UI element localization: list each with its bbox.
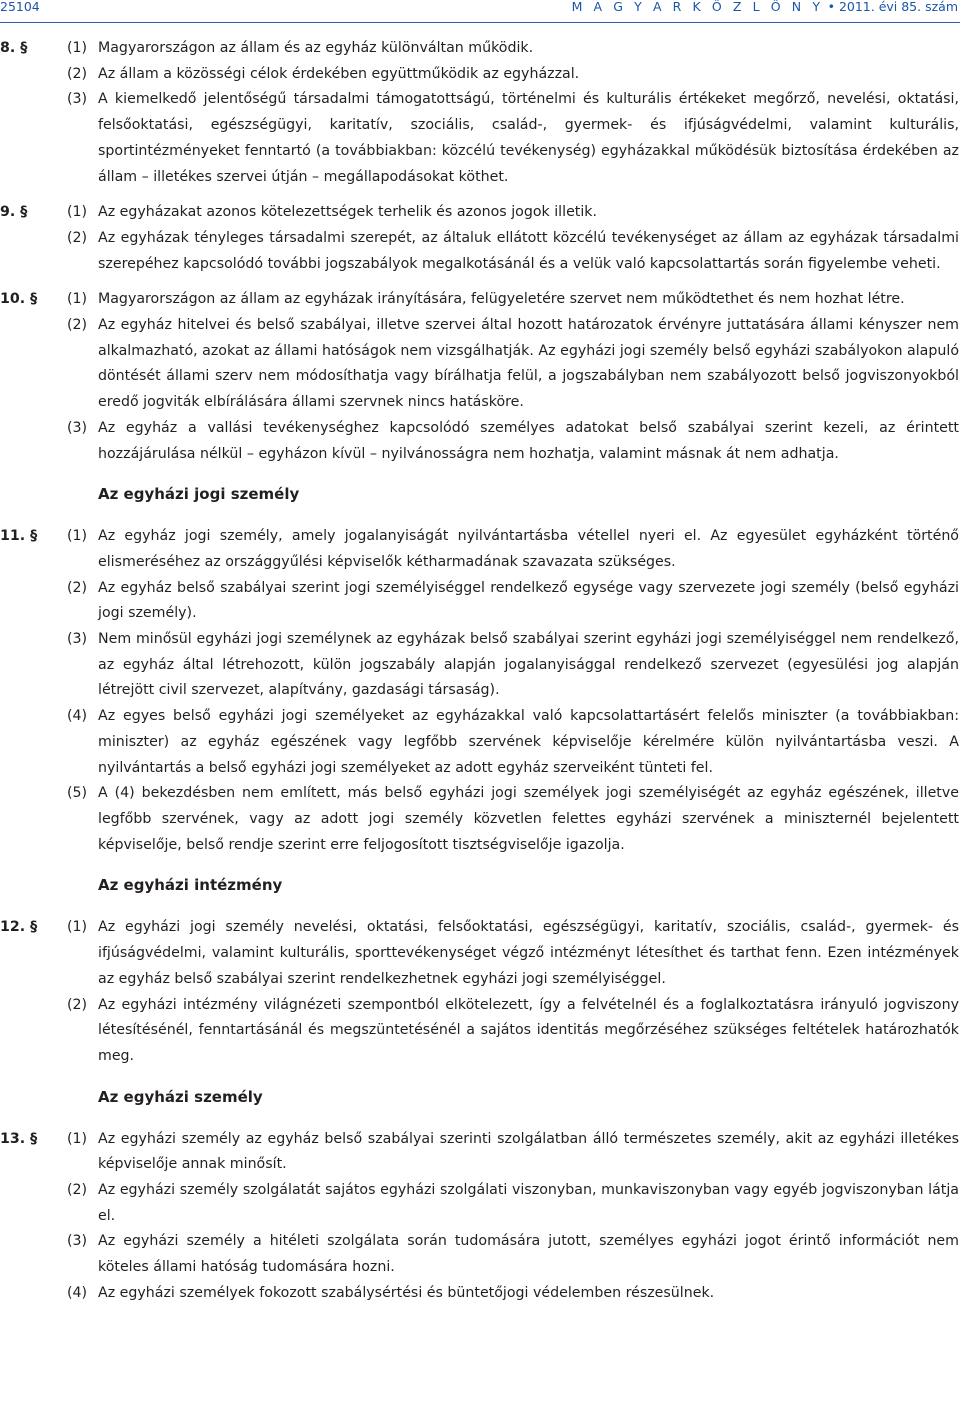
page-header [0,0,960,18]
paragraph-number: (2) [67,996,88,1013]
paragraph-number: (1) [67,40,88,56]
paragraph-number: (5) [67,785,88,802]
paragraph-number: (4) [67,708,88,725]
section-number: 11. § [0,528,38,545]
section-number: 12. § [0,919,38,936]
paragraph [0,416,959,467]
section-13 [0,1127,959,1307]
paragraph-text: Az egyes belső egyházi jogi személyeket az egyházakkal való kapcsolattartásért felelős miniszter (a továbbiakban: miniszter) az egyház egészének vagy legfőbb szervének képviselője kérelmére külön nyilvántartásba veszi. A nyilvántartás a belső egyházi jogi személyeket az adott egyház szerveiként tünteti fel. [98,708,959,776]
paragraph [0,781,959,858]
paragraph-number: (3) [67,91,88,108]
document-body [0,36,959,1307]
page-number: 25104 [0,0,40,14]
paragraph [0,576,959,627]
paragraph [0,313,959,416]
paragraph-number: (2) [67,317,88,334]
bullet-separator: • [827,0,835,14]
paragraph-text: Az egyház jogi személy, amely jogalanyiságát nyilvántartásba vétellel nyeri el. Az egyesület egyházként történő elismeréséhez az országgyűlési képviselők kétharmadának szavazata szükséges. [98,528,959,570]
paragraph-number: (2) [67,229,88,246]
paragraph [0,704,959,781]
paragraph [0,915,959,992]
section-9 [0,200,959,277]
header-rule [0,22,960,23]
paragraph-text: Az egyházak tényleges társadalmi szerepét, az általuk ellátott közcélú tevékenységet az állam az egyházak társadalmi szerepéhez kapcsolódó további jogszabályok megalkotásánál és a velük való kapcsolattartás során figyelembe veheti. [98,229,959,272]
paragraph-text: Az egyház hitelvei és belső szabályai, illetve szervei által hozott határozatok érvényre juttatására állami kényszer nem alkalmazható, azokat az állami hatóságok nem vizsgálhatják. Az egyházi jogi személy belső egyházi szabályokon alapuló döntését állami szerv nem módosíthatja vagy bírálhatja felül, a jogszabályban nem szabályozott belső jogviszonyokból eredő jogviták elbírálására állami szervnek nincs hatásköre. [98,317,959,411]
section-12 [0,915,959,1069]
paragraph [0,36,959,62]
section-8 [0,36,959,190]
section-11 [0,524,959,858]
section-heading: Az egyházi intézmény [98,876,283,895]
paragraph-number: (3) [67,1233,88,1250]
paragraph-number: (3) [67,419,88,436]
paragraph [0,627,959,704]
paragraph-text: Az egyházi jogi személy nevelési, oktatási, felsőoktatási, egészségügyi, karitatív, szociális, család-, gyermek- és ifjúságvédelmi, valamint kulturális, sporttevékenységet végző intézményt létesíthet és tarthat fenn. Ezen intézmények az egyház belső szabályai szerint rendelkezhetnek egyházi jogi személyiséggel. [98,919,959,987]
paragraph-text: Az egyházi személyek fokozott szabálysértési és büntetőjogi védelemben részesülnek. [98,1284,715,1301]
paragraph-number: (3) [67,631,88,648]
paragraph-text: Az egyházakat azonos kötelezettségek terhelik és azonos jogok illetik. [98,204,598,221]
paragraph-number: (2) [67,579,88,596]
paragraph [0,1127,959,1178]
paragraph-number: (1) [67,291,88,308]
paragraph-text: A (4) bekezdésben nem említett, más belső egyházi jogi személyek jogi személyiségét az egyház egészének, illetve legfőbb szervének, vagy az adott jogi személy közvetlen felettes egyházi szervének a miniszternél bejelentett képviselője, belső rendje szerint erre feljogosított tisztségviselője igazolja. [98,785,959,853]
section-10 [0,287,959,467]
section-heading: Az egyházi jogi személy [98,485,300,504]
section-number: 8. § [0,40,28,56]
section-number: 13. § [0,1130,38,1147]
paragraph-text: Az egyházi személy a hitéleti szolgálata során tudomására jutott, személyes egyházi jogot érintő információt nem köteles állami hatóság tudomására hozni. [98,1233,959,1276]
paragraph-text: A kiemelkedő jelentőségű társadalmi támogatottságú, történelmi és kulturális értékeket megőrző, nevelési, oktatási, felsőoktatási, egészségügyi, karitatív, szociális, család-, gyermek- és ifjúságvédelmi, valamint kulturális, sportintézményeket fenntartó (a továbbiakban: közcélú tevékenység) egyházakkal működésük biztosítása érdekében az állam – illetékes szervei útján – megállapodásokat köthet. [98,91,959,185]
paragraph [0,226,959,277]
paragraph [0,87,959,190]
paragraph [0,993,959,1070]
paragraph-number: (2) [67,65,88,82]
paragraph-number: (1) [67,528,88,545]
paragraph-number: (1) [67,919,88,936]
section-number: 9. § [0,204,28,221]
paragraph-text: Magyarországon az állam az egyházak irányítására, felügyeletére szervet nem működtethet és nem hozhat létre. [98,291,905,308]
paragraph [0,200,959,226]
issue-label: 2011. évi 85. szám [838,0,958,14]
journal-title: M A G Y A R K Ö Z L Ö N Y [571,0,824,14]
paragraph [0,62,959,88]
paragraph-number: (1) [67,204,88,221]
paragraph [0,1178,959,1229]
paragraph-text: Az egyházi személy szolgálatát sajátos egyházi szolgálati viszonyban, munkaviszonyban vagy egyéb jogviszonyban látja el. [98,1182,959,1224]
journal-issue [572,0,958,14]
section-heading: Az egyházi személy [98,1087,263,1106]
paragraph [0,1281,959,1307]
paragraph-text: Az egyházi személy az egyház belső szabályai szerinti szolgálatban álló természetes személy, akit az egyházi illetékes képviselője annak minősít. [98,1130,959,1173]
paragraph-number: (4) [67,1284,88,1301]
paragraph-text: Az egyházi intézmény világnézeti szempontból elkötelezett, így a felvételnél és a foglalkoztatásra irányuló jogviszony létesítésénél, fenntartásánál és megszüntetésénél a sajátos identitás megőrzéséhez szükséges feltételek határozhatók meg. [98,996,959,1064]
paragraph [0,287,959,313]
paragraph-number: (1) [67,1130,88,1147]
paragraph-text: Az állam a közösségi célok érdekében együttműködik az egyházzal. [98,65,580,82]
paragraph-text: Magyarországon az állam és az egyház különváltan működik. [98,40,534,56]
paragraph-text: Nem minősül egyházi jogi személynek az egyházak belső szabályai szerint egyházi jogi személyiséggel nem rendelkező, az egyház által létrehozott, külön jogszabály alapján jogalanyisággal rendelkező szervezet (egyesülési jog alapján létrejött civil szervezet, alapítvány, gazdasági társaság). [98,631,959,699]
paragraph-number: (2) [67,1182,88,1199]
section-number: 10. § [0,291,38,308]
paragraph [0,1229,959,1280]
paragraph [0,524,959,575]
paragraph-text: Az egyház a vallási tevékenységhez kapcsolódó személyes adatokat belső szabályai szerint kezeli, az érintett hozzájárulása nélkül – egyházon kívül – nyilvánosságra nem hozhatja, valamint másnak át nem adhatja. [98,419,959,462]
paragraph-text: Az egyház belső szabályai szerint jogi személyiséggel rendelkező egysége vagy szervezete jogi személy (belső egyházi jogi személy). [98,579,959,622]
